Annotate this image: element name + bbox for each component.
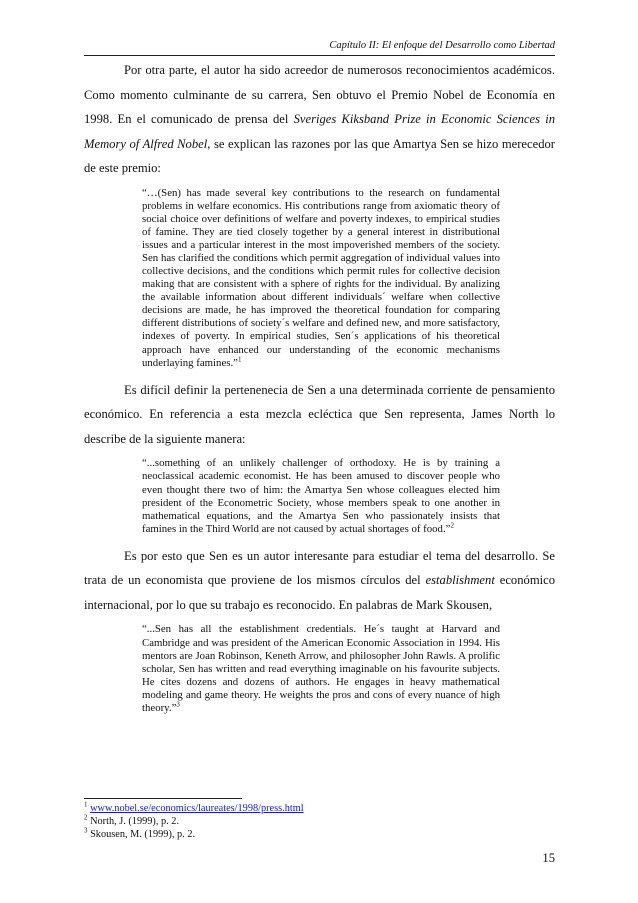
footnote-1 [84,802,304,815]
quote-2-text: “...something of an unlikely challenger of orthodoxy. He is by training a neoclassical academic economist. He has been amused to discover people who even thought there two of him: the Amartya Sen whose colleagues elected him president of the Econometric Society, whose members speak to one another in mathematical equations, and the Amartya Sen who passionately insists that famines in the Third World are not caused by actual shortages of food.” [142,457,500,535]
quote-2 [142,457,500,535]
prize-name: Sveriges Kiksband Prize in Economic Sciences in Memory of Alfred Nobel [84,112,555,151]
establishment-term: establishment [425,573,495,588]
page-number: 15 [542,851,555,865]
footnote-3-text: Skousen, M. (1999), p. 2. [90,829,196,840]
footnote-1-link[interactable]: www.nobel.se/economics/laureates/1998/press.html [90,803,304,814]
paragraph-3-text-b: económico internacional, por lo que su trabajo es reconocido. En palabras de Mark Skousen, [84,573,555,612]
footnote-rule [84,798,242,799]
paragraph-1-text-b: , se explican las razones por las que Amartya Sen se hizo merecedor de este premio: [84,136,555,176]
header-rule [84,55,555,56]
body-text [84,58,555,723]
paragraph-2: Es difícil definir la pertenenecia de Sen a una determinada corriente de pensamiento económico. En referencia a esta mezcla ecléctica que Sen representa, James North lo describe de la siguiente manera: [84,382,555,446]
paragraph-3 [84,544,555,618]
quote-3-text: “...Sen has all the establishment credentials. He´s taught at Harvard and Cambridge and was president of the American Economic Association in 1994. His mentors are Joan Robinson, Keneth Arrow, and philosopher John Rawls. A prolific scholar, Sen has written and read everything imaginable on his favourite subjects. He cites dozens and dozens of authors. He engages in heavy mathematical modeling and game theory. He weights the pros and cons of every nuance of high theory.” [142,623,500,714]
footnote-2 [84,815,304,828]
footnote-2-text: North, J. (1999), p. 2. [90,816,180,827]
quote-1-text: “…(Sen) has made several key contributions to the research on fundamental problems in welfare economics. His contributions range from axiomatic theory of social choice over definitions of welfare and poverty indexes, to empirical studies of famine. They are tied closely together by a general interest in distributional issues and a particular interest in the most impoverished members of the society. Sen has clarified the conditions which permit aggregation of individual values into collective decisions, and the conditions which permit rules for collective decision making that are consistent with a sphere of rights for the individual. By analizing the available information about different individuals´ welfare when collective decisions are made, he has improved the theoretical foundation for comparing different distributions of society´s welfare and defined new, and more satisfactory, indexes of poverty. In empirical studies, Sen´s applications of his theoretical approach have enhanced our understanding of the economic mechanisms underlaying famines.” [142,186,500,369]
footnotes [84,802,304,841]
footnote-3 [84,828,304,841]
quote-1 [142,187,500,370]
paragraph-3-text-a: Es por esto que Sen es un autor interesante para estudiar el tema del desarrollo. Se trata de un economista que proviene de los mismos círculos del [84,548,555,588]
footnote-1-number: 1 [84,800,88,809]
footnote-ref-2[interactable]: 2 [450,521,454,530]
footnote-3-number: 3 [84,826,88,835]
running-header: Capítulo II: El enfoque del Desarrollo como Libertad [329,40,555,51]
footnote-2-number: 2 [84,813,88,822]
footnote-ref-3[interactable]: 3 [176,700,180,709]
paragraph-1 [84,58,555,181]
quote-3 [142,623,500,714]
paragraph-1-text-a: Por otra parte, el autor ha sido acreedor de numerosos reconocimientos académicos. Como momento culminante de su carrera, Sen obtuvo el Premio Nobel de Economía en 1998. En el comunicado de prensa del [84,63,555,127]
footnote-ref-1[interactable]: 1 [237,354,242,363]
